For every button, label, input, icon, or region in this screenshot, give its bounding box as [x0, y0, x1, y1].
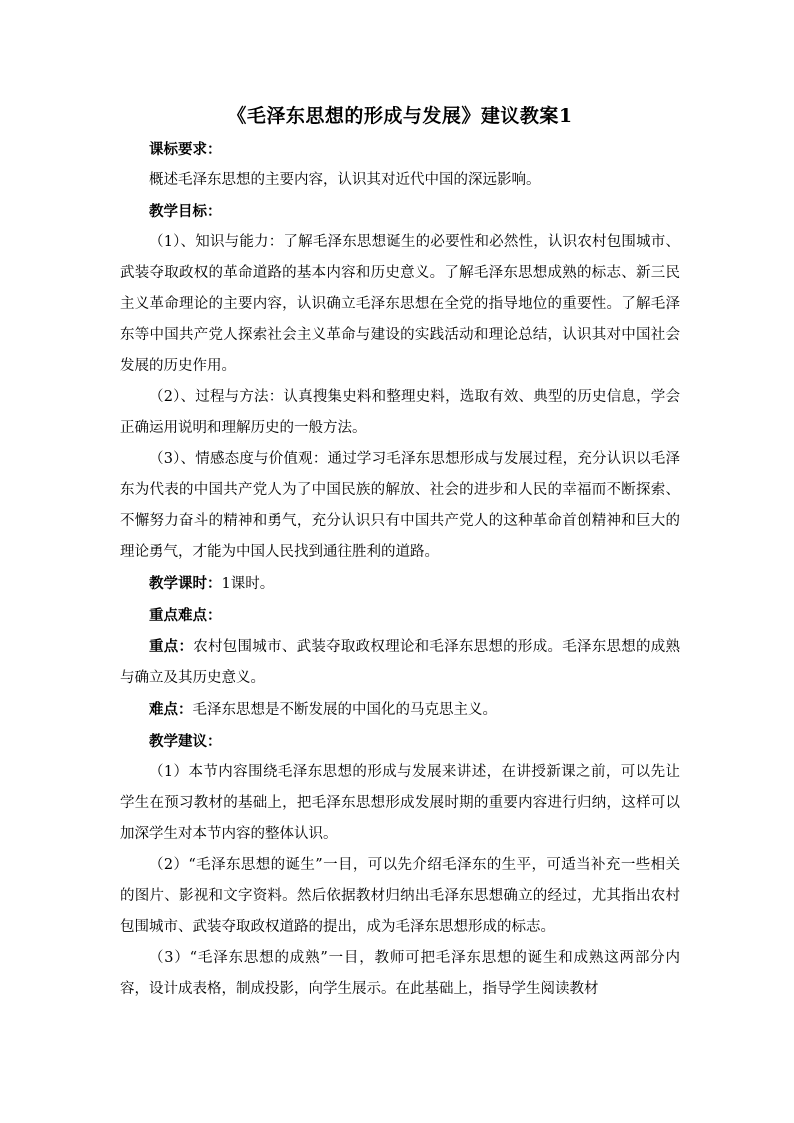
key-label: 重点： — [149, 638, 194, 655]
suggestion-3: （3）“毛泽东思想的成熟”一目，教师可把毛泽东思想的诞生和成熟这两部分内容，设计成表格，制成投影，向学生展示。在此基础上，指导学生阅读教材 — [120, 950, 680, 997]
key-text: 农村包围城市、武装夺取政权理论和毛泽东思想的形成。毛泽东思想的成熟与确立及其历史意义。 — [120, 639, 681, 686]
key-paragraph — [120, 631, 680, 694]
document-page — [120, 100, 680, 1005]
curriculum-heading: 课标要求： — [149, 141, 222, 158]
difficulty-label: 难点： — [149, 701, 193, 718]
goal-process: （2）、过程与方法：认真搜集史料和整理史料，选取有效、典型的历史信息，学会正确运用说明和理解历史的一般方法。 — [120, 389, 680, 436]
hours-paragraph — [120, 568, 680, 600]
goals-heading: 教学目标： — [149, 203, 222, 220]
suggestion-2: （2）“毛泽东思想的诞生”一目，可以先介绍毛泽东的生平，可适当补充一些相关的图片、影视和文字资料。然后依据教材归纳出毛泽东思想确立的经过，尤其指出农村包围城市、武装夺取政权道路的提出，成为毛泽东思想形成的标志。 — [120, 857, 680, 935]
suggestions-heading: 教学建议： — [149, 733, 222, 750]
key-heading: 重点难点： — [149, 607, 222, 624]
difficulty-text: 毛泽东思想是不断发展的中国化的马克思主义。 — [192, 702, 497, 718]
hours-value: 1课时。 — [221, 576, 275, 592]
curriculum-text: 概述毛泽东思想的主要内容，认识其对近代中国的深远影响。 — [149, 172, 541, 188]
suggestion-1: （1）本节内容围绕毛泽东思想的形成与发展来讲述，在讲授新课之前，可以先让学生在预习教材的基础上，把毛泽东思想形成发展时期的重要内容进行归纳，这样可以加深学生对本节内容的整体认识。 — [120, 764, 680, 842]
document-title: 《毛泽东思想的形成与发展》建议教案1 — [227, 105, 573, 127]
hours-label: 教学课时： — [149, 575, 222, 592]
goal-knowledge: （1）、知识与能力：了解毛泽东思想诞生的必要性和必然性，认识农村包围城市、武装夺取政权的革命道路的基本内容和历史意义。了解毛泽东思想成熟的标志、新三民主义革命理论的主要内容，认识确立毛泽东思想在全党的指导地位的重要性。了解毛泽东等中国共产党人探索社会主义革命与建设的实践活动和理论总结，认识其对中国社会发展的历史作用。 — [120, 234, 680, 374]
goal-values: （3）、情感态度与价值观：通过学习毛泽东思想形成与发展过程，充分认识以毛泽东为代表的中国共产党人为了中国民族的解放、社会的进步和人民的幸福而不断探索、不懈努力奋斗的精神和勇气，充分认识只有中国共产党人的这种革命首创精神和巨大的理论勇气，才能为中国人民找到通往胜利的道路。 — [120, 451, 680, 560]
difficulty-paragraph — [120, 694, 680, 726]
